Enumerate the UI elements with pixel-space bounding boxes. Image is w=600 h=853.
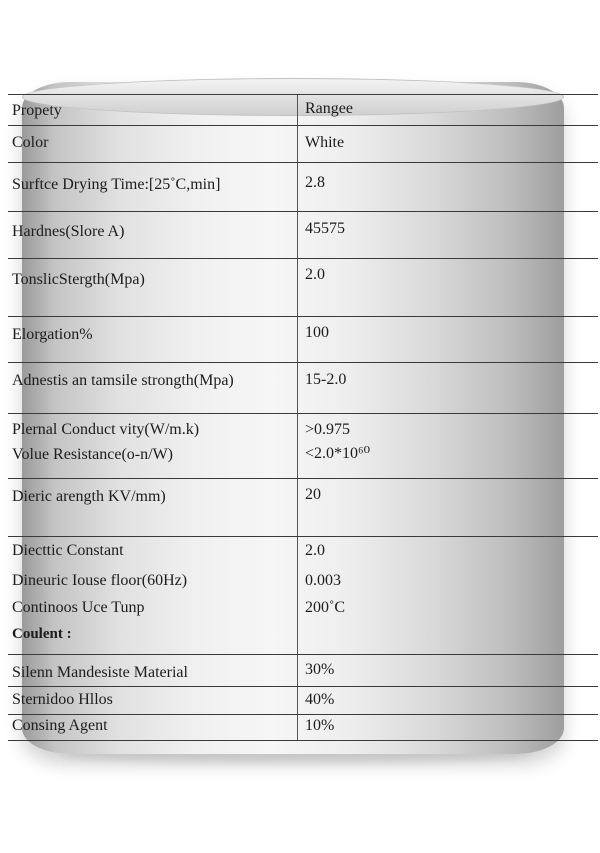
row-divider [8, 654, 598, 655]
content-section-label: Coulent : [12, 626, 72, 642]
table-row-property: Elorgation% [12, 326, 93, 343]
row-divider [8, 258, 598, 259]
table-row-property: Hardnes(Slore A) [12, 223, 125, 240]
table-row-property: Color [12, 134, 49, 151]
header-property: Propety [12, 102, 62, 119]
content-row-value: 30% [305, 661, 335, 678]
table-row-property: Adnestis an tamsile strongth(Mpa) [12, 372, 234, 389]
table-row-value: <2.0*10⁶⁰ [305, 445, 371, 462]
column-divider [297, 94, 298, 740]
content-row-property: Consing Agent [12, 717, 108, 734]
table-row-value: 200˚C [305, 599, 345, 616]
table-row-property: Continoos Uce Tunp [12, 599, 145, 616]
table-row-value: 15-2.0 [305, 371, 347, 388]
table-row-property: Surftce Drying Time:[25˚C,min] [12, 176, 221, 193]
content-row-value: 40% [305, 691, 335, 708]
row-divider [8, 536, 598, 537]
row-divider [8, 686, 598, 687]
table-row-value: 100 [305, 324, 329, 341]
can-lid [22, 78, 564, 116]
content-row-property: Sternidoo Hllos [12, 691, 113, 708]
row-divider [8, 714, 598, 715]
row-divider [8, 413, 598, 414]
content-row-value: 10% [305, 717, 335, 734]
header-range: Rangee [305, 100, 353, 117]
table-row-property: Dieric arength KV/mm) [12, 488, 166, 505]
table-row-value: White [305, 134, 345, 151]
table-row-property: Dineuric Iouse floor(60Hz) [12, 572, 188, 589]
table-row-value: 0.003 [305, 572, 341, 589]
row-divider [8, 125, 598, 126]
table-row-property: Volue Resistance(o-n/W) [12, 446, 173, 463]
row-divider [8, 478, 598, 479]
row-divider [8, 362, 598, 363]
row-divider [8, 162, 598, 163]
table-row-property: TonslicStergth(Mpa) [12, 271, 145, 288]
content-row-property: Silenn Mandesiste Material [12, 664, 188, 681]
table-row-value: 2.0 [305, 542, 325, 559]
table-row-value: 2.0 [305, 266, 325, 283]
row-divider [8, 211, 598, 212]
table-row-value: 20 [305, 486, 321, 503]
table-row-value: 2.8 [305, 174, 325, 191]
row-divider [8, 316, 598, 317]
table-row-value: >0.975 [305, 421, 351, 438]
table-border-bottom [8, 740, 598, 741]
table-row-property: Diecttic Constant [12, 542, 124, 559]
table-row-property: Plernal Conduct vity(W/m.k) [12, 421, 200, 438]
table-row-value: 45575 [305, 220, 345, 237]
table-border-top [8, 94, 598, 95]
